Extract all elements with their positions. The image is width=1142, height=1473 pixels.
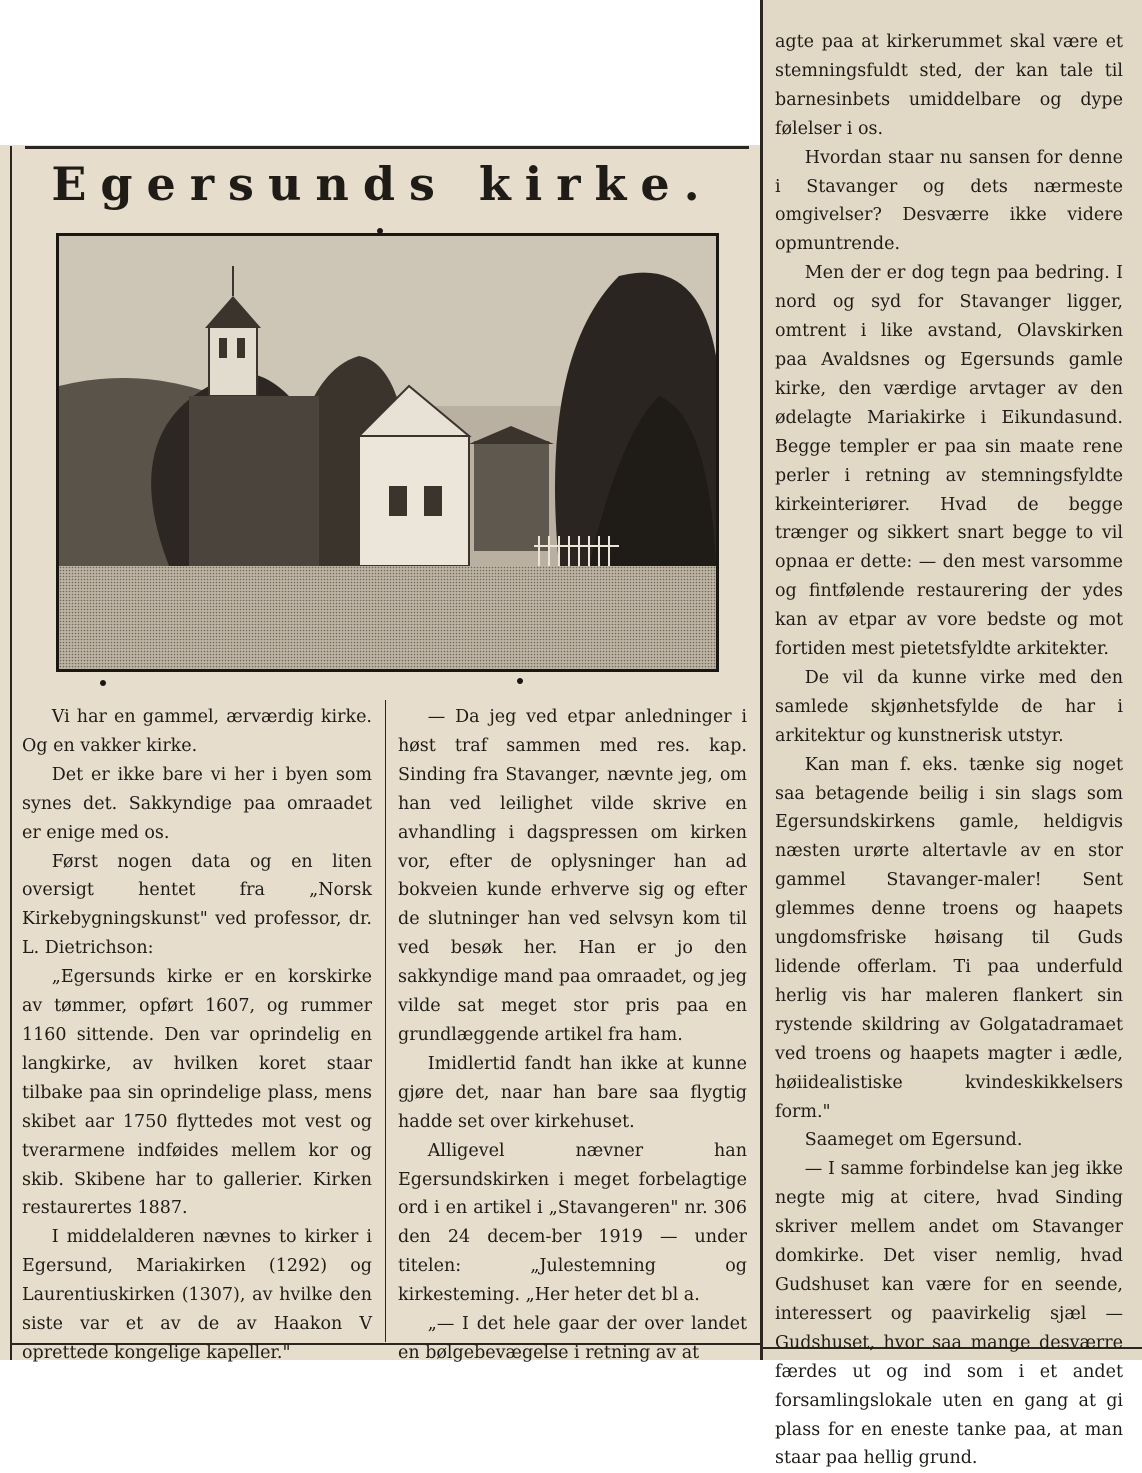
headline: Egersunds kirke.	[51, 157, 714, 211]
paragraph: Alligevel nævner han Egersundskirken i meget forbelagtige ord i en artikel i „Stavangeren" nr. 306 den 24 decem-ber 1919 — under titelen: „Julestemning og kirkesteming. „Her heter det bl a.	[398, 1140, 747, 1306]
church-photo	[56, 233, 719, 672]
paragraph: Det er ikke bare vi her i byen som synes det. Sakkyndige paa omraadet er enige med os.	[22, 764, 372, 843]
print-mark	[517, 678, 523, 684]
paragraph: „— I det hele gaar der over landet en bølgebevægelse i retning av at	[398, 1314, 747, 1363]
paragraph: — I samme forbindelse kan jeg ikke negte mig at citere, hvad Sinding skriver mellem andet om Stavanger domkirke. Det viser nemlig, hvad Gudshuset kan være for en seende, interessert og paavirkelig sjæl — Gudshuset, hvor saa mange desværre færdes ut og ind som i et andet forsamlingslokale uten en gang at gi plass for en eneste tanke paa, at man staar paa hellig grund.	[775, 1159, 1123, 1469]
paragraph: Saameget om Egersund.	[804, 1130, 1023, 1151]
column-rule-left	[10, 146, 12, 1360]
article-column-2	[398, 703, 747, 1368]
paragraph: „Egersunds kirke er en korskirke av tømmer, opført 1607, og rummer 1160 sittende. Den var oprindelig en langkirke, av hvilken koret staar tilbake paa sin oprindelige plass, mens skibet aar 1750 flyttedes mot vest og tverarmene indføides mellem kor og skib. Skibene har to gallerier. Kirken restaurertes 1887.	[22, 967, 372, 1219]
article-column-3	[775, 28, 1123, 1473]
paragraph: — Da jeg ved etpar anledninger i høst traf sammen med res. kap. Sinding fra Stavanger, nævnte jeg, om han ved leilighet vilde skrive en avhandling i dagspressen om kirken vor, efter de oplysninger han ad bokveien kunde erhverve sig og efter de slutninger han ved selvsyn kom til ved besøk her. Han er jo den sakkyndige mand paa omraadet, og jeg vilde sat meget stor pris paa en grundlæggende artikel fra ham.	[398, 707, 747, 1045]
paragraph: agte paa at kirkerummet skal være et stemningsfuldt sted, der kan tale til barnesinbets umiddelbare og dype følelser i os.	[775, 32, 1123, 139]
paragraph: Kan man f. eks. tænke sig noget saa betagende beilig i sin slags som Egersundskirkens gamle, heldigvis næsten urørte altertavle av en stor gammel Stavanger-maler! Sent glemmes denne troens og haapets ungdomsfriske høisang til Guds lidende offerlam. Ti paa underfuld herlig vis har maleren flankert sin rystende skildring av Golgatadramaet ved troens og haapets magter i ædle, høiidealistiske kvindeskikkelsers form."	[775, 754, 1123, 1122]
paragraph: Men der er dog tegn paa bedring. I nord og syd for Stavanger ligger, omtrent i like avstand, Olavskirken paa Avaldsnes og Egersunds gamle kirke, den værdige arvtager av den ødelagte Mariakirke i Eikundasund. Begge templer er paa sin maate rene perler i retning av stemningsfyldte kirkeinteriører. Hvad de begge trænger og sikkert snart begge to vil opnaa er dette: — den mest varsomme og fintfølende restaurering der ydes kan av etpar av vore bedste og mot fortiden mest pietetsfyldte arkitekter.	[775, 263, 1123, 660]
top-rule	[25, 146, 749, 149]
column-rule-middle	[385, 700, 386, 1342]
paragraph: Vi har en gammel, ærværdig kirke. Og en vakker kirke.	[22, 707, 372, 756]
paragraph: De vil da kunne virke med den samlede skjønhetsfylde de har i arkitektur og kunstnerisk utstyr.	[775, 667, 1123, 746]
paragraph: I middelalderen nævnes to kirker i Egersund, Mariakirken (1292) og Laurentiuskirken (1307), av hvilke den siste var et av de av Haakon V oprettede kongelige kapeller."	[22, 1227, 372, 1363]
paragraph: Hvordan staar nu sansen for denne i Stavanger og dets nærmeste omgivelser? Desværre ikke videre opmuntrende.	[775, 147, 1123, 255]
article-column-1	[22, 703, 372, 1368]
paragraph: Imidlertid fandt han ikke at kunne gjøre det, naar han bare saa flygtig hadde set over kirkehuset.	[398, 1053, 747, 1132]
paragraph: Først nogen data og en liten oversigt hentet fra „Norsk Kirkebygningskunst" ved professor, dr. L. Dietrichson:	[22, 851, 372, 959]
print-mark	[100, 680, 106, 686]
column-rule-page	[760, 0, 763, 1360]
